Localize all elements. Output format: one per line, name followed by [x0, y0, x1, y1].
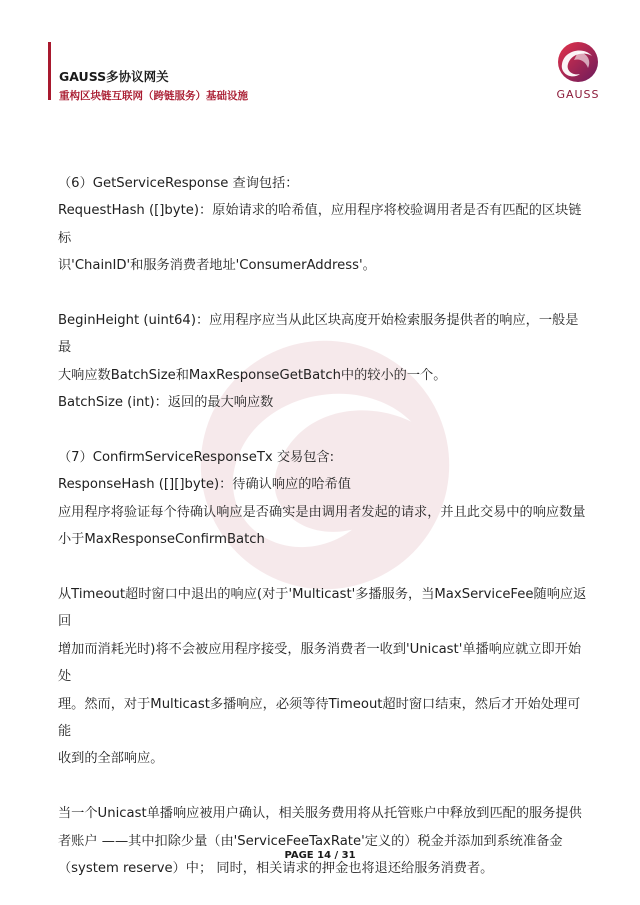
request-hash-line-2: 识'ChainID'和服务消费者地址'ConsumerAddress'。	[58, 258, 376, 274]
timeout-line-4: 收到的全部响应。	[58, 751, 164, 767]
verify-line-2: 小于MaxResponseConfirmBatch	[58, 532, 265, 548]
header-subtitle: 重构区块链互联网（跨链服务）基础设施	[59, 90, 248, 102]
verify-line-1: 应用程序将验证每个待确认响应是否确实是由调用者发起的请求，并且此交易中的响应数量	[58, 504, 586, 520]
response-hash-line: ResponseHash ([][]byte)：待确认响应的哈希值	[58, 477, 351, 493]
unicast-line-3: （system reserve）中； 同时，相关请求的押金也将退还给服务消费者。	[58, 861, 494, 877]
timeout-line-2: 增加而消耗光时)将不会被应用程序接受，服务消费者一收到'Unicast'单播响应就立即开始处	[58, 641, 582, 685]
unicast-line-2: 者账户 ——其中扣除少量（由'ServiceFeeTaxRate'定义的）税金并添加到系统准备金	[58, 833, 563, 849]
header-accent-bar	[48, 42, 51, 100]
batch-size-line: BatchSize (int)：返回的最大响应数	[58, 395, 274, 411]
page-number: PAGE 14 / 31	[284, 850, 356, 861]
request-hash-line-1: RequestHash ([]byte)：原始请求的哈希值，应用程序将校验调用者是否有匹配的区块链标	[58, 203, 582, 246]
begin-height-line-1: BeginHeight (uint64)：应用程序应当从此区块高度开始检索服务提供者的响应，一般是最	[58, 313, 579, 356]
page-body	[58, 170, 588, 883]
section-6-heading: （6）GetServiceResponse 查询包括：	[58, 176, 299, 191]
unicast-line-1: 当一个Unicast单播响应被用户确认，相关服务费用将从托管账户中释放到匹配的服务提供	[58, 806, 582, 822]
logo-wordmark: GAUSS	[556, 88, 600, 101]
begin-height-line-2: 大响应数BatchSize和MaxResponseGetBatch中的较小的一个。	[58, 367, 447, 383]
header-title: GAUSS多协议网关	[59, 69, 169, 84]
section-7-heading: （7）ConfirmServiceResponseTx 交易包含:	[58, 450, 335, 466]
timeout-line-3: 理。然而，对于Multicast多播响应，必须等待Timeout超时窗口结束，然后才开始处理可能	[58, 696, 581, 740]
timeout-line-1: 从Timeout超时窗口中退出的响应(对于'Multicast'多播服务，当MaxServiceFee随响应返回	[58, 587, 587, 630]
